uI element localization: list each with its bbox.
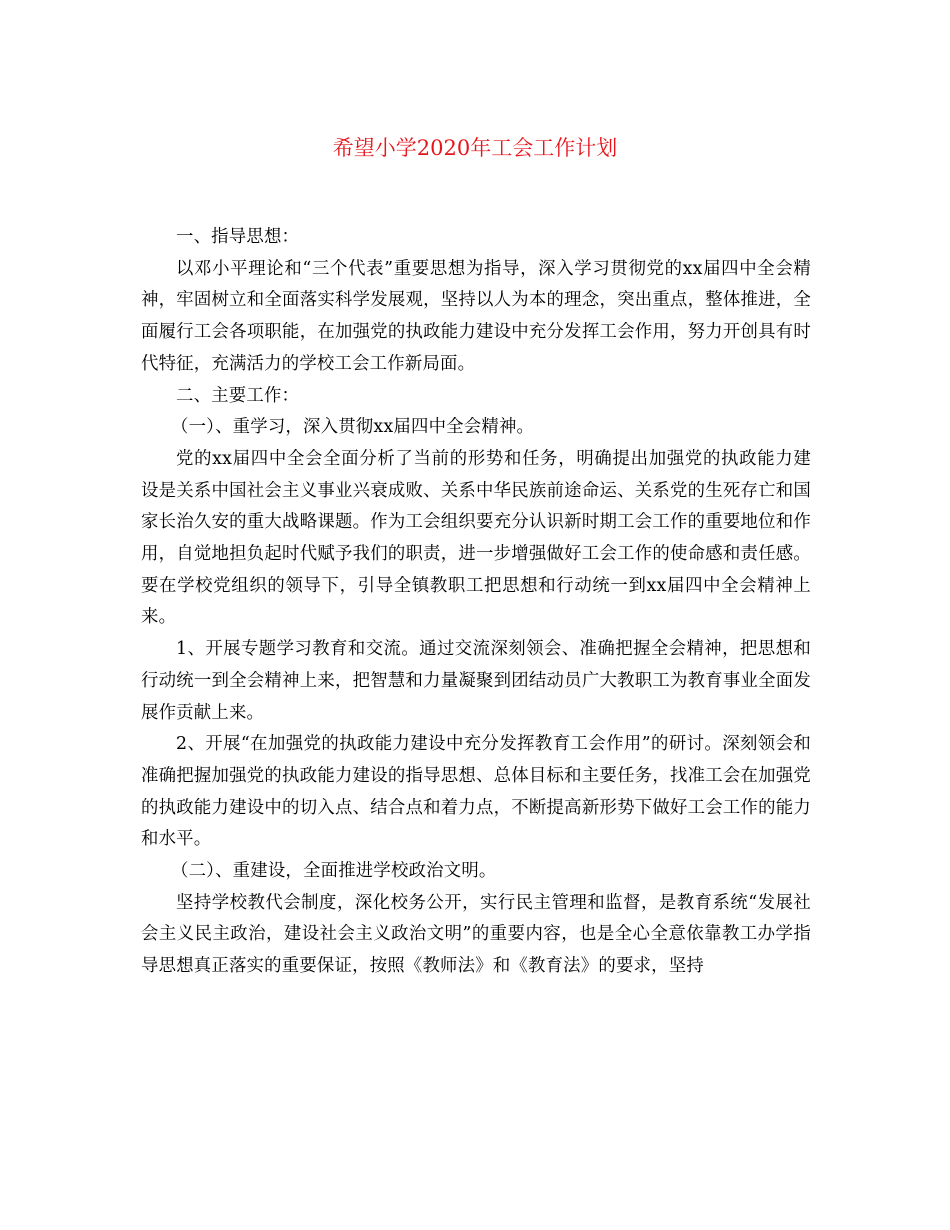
paragraph-heading-main-work: 二、主要工作：	[176, 385, 300, 406]
paragraph-subheading-study: （一）、重学习，深入贯彻xx届四中全会精神。	[171, 417, 535, 438]
document-body	[141, 222, 811, 983]
paragraph-guiding-thought: 以邓小平理论和“三个代表”重要思想为指导，深入学习贯彻党的xx届四中全会精神，牢固树立和全面落实科学发展观，坚持以人为本的理念，突出重点，整体推进，全面履行工会各项职能，在加强党的执政能力建设中充分发挥工会作用，努力开创具有时代特征，充满活力的学校工会工作新局面。	[141, 258, 811, 374]
paragraph-subheading-construction: （二）、重建设，全面推进学校政治文明。	[171, 861, 497, 882]
paragraph-heading-guiding-thought: 一、指导思想：	[176, 227, 300, 247]
paragraph-item-2: 2、开展“在加强党的执政能力建设中充分发挥教育工会作用”的研讨。深刻领会和准确把握加强党的执政能力建设的指导思想、总体目标和主要任务，找准工会在加强党的执政能力建设中的切入点、结合点和着力点，不断提高新形势下做好工会工作的能力和水平。	[141, 734, 811, 850]
paragraph-item-1: 1、开展专题学习教育和交流。通过交流深刻领会、准确把握全会精神，把思想和行动统一到全会精神上来，把智慧和力量凝聚到团结动员广大教职工为教育事业全面发展作贡献上来。	[141, 639, 811, 723]
document-title: 希望小学2020年工会工作计划	[332, 136, 618, 160]
paragraph-study: 党的xx届四中全会全面分析了当前的形势和任务，明确提出加强党的执政能力建设是关系中国社会主义事业兴衰成败、关系中华民族前途命运、关系党的生死存亡和国家长治久安的重大战略课题。作为工会组织要充分认识新时期工会工作的重要地位和作用，自觉地担负起时代赋予我们的职责，进一步增强做好工会工作的使命感和责任感。要在学校党组织的领导下，引导全镇教职工把思想和行动统一到xx届四中全会精神上来。	[141, 448, 811, 628]
paragraph-construction: 坚持学校教代会制度，深化校务公开，实行民主管理和监督，是教育系统“发展社会主义民主政治，建设社会主义政治文明”的重要内容，也是全心全意依靠教工办学指导思想真正落实的重要保证，按照《教师法》和《教育法》的要求，坚持	[141, 892, 811, 977]
